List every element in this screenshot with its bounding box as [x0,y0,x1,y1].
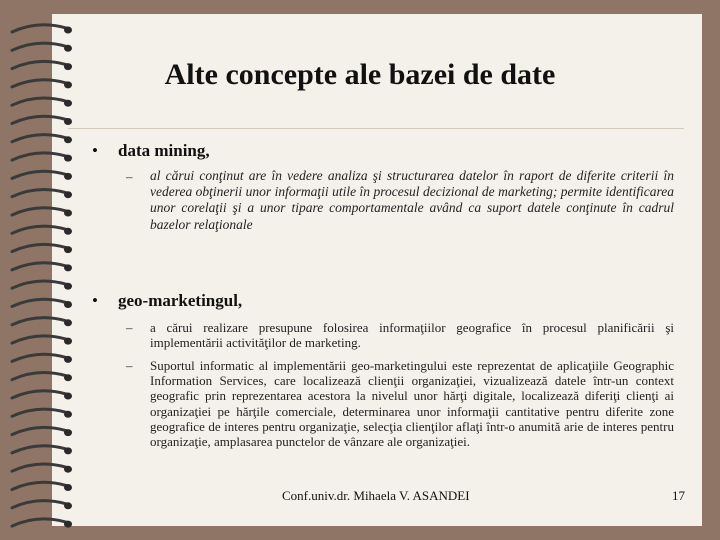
dash-marker: – [126,169,133,184]
spiral-ring [12,135,72,144]
spiral-ring [12,244,72,253]
spiral-ring [12,43,72,52]
bullet-marker: • [92,291,98,310]
dash-marker: – [126,320,133,335]
spiral-ring [12,391,72,400]
data-mining-description: al cărui conţinut are în vedere analiza şi structurarea datelor în raport de diferite criterii în vederea obţinerii unor informaţii utile în procesul decizional de marketing; permite identificarea unor corelaţii şi a unor tipare comportamentale având ca suport datele conţinute în cadrul bazelor relaţionale [150,168,674,232]
spiral-ring [12,116,72,125]
bullet-data-mining: data mining, [118,141,210,160]
spiral-ring [12,501,72,510]
spiral-binding [8,14,78,534]
footer-author: Conf.univ.dr. Mihaela V. ASANDEI [282,488,470,503]
spiral-ring [12,482,72,491]
spiral-ring [12,373,72,382]
bullet-geo-marketing: geo-marketingul, [118,291,243,310]
spiral-ring [12,354,72,363]
spiral-ring [12,190,72,199]
spiral-ring [12,263,72,272]
geo-marketing-description: a cărui realizare presupune folosirea informaţiilor geografice în procesul planificării şi implementării activităţilor de marketing. [150,320,674,351]
spiral-ring [12,226,72,235]
spiral-ring [12,427,72,436]
bullet-marker: • [92,141,98,160]
spiral-ring [12,336,72,345]
dash-marker: – [126,358,133,373]
spiral-ring [12,171,72,180]
spiral-ring [12,299,72,308]
spiral-ring [12,208,72,217]
spiral-ring [12,446,72,455]
spiral-ring [12,409,72,418]
geo-marketing-support: Suportul informatic al implementării geo-marketingului este reprezentat de aplicaţiile Geographic Information Services, care localizează clienţii organizaţiei, vizualizează datele într-un context geografic prin reprezentarea acestora la nivelul unor hărţi digitale, localizează diferiţi clienţi ai organizaţiei pe hărţile comerciale, determinarea unor informaţii cantitative pentru diferite zone geografice de interes pentru organizaţie, selecţia clienţilor aflaţi într-o anumită arie de interes pentru organizaţie, amplasarea punctelor de vânzare ale organizaţiei. [150,358,674,450]
page-number: 17 [672,488,685,503]
spiral-ring [12,25,72,34]
spiral-ring [12,318,72,327]
spiral-ring [12,98,72,107]
title-divider [68,128,684,129]
spiral-ring [12,464,72,473]
spiral-ring [12,281,72,290]
slide-title: Alte concepte ale bazei de date [164,58,556,91]
spiral-ring [12,519,72,528]
spiral-ring [12,153,72,162]
